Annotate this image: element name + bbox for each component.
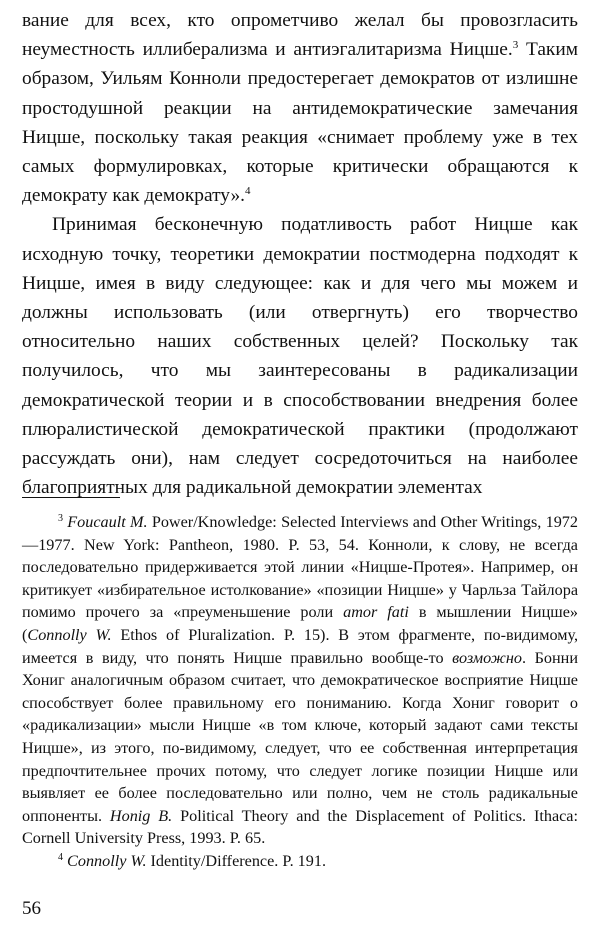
main-text: [22, 6, 578, 502]
paragraph-2: Принимая бесконечную податливость работ Ницше как исходную точку, теоретики демократии постмодерна подходят к Ницше, имея в виду следующее: как и для чего мы можем и должны использовать (или отвергнуть) его творчество относительно наших собственных целей? Поскольку так получилось, что мы заинтересованы в радикализации демократической теории и в способствовании внедрения более плюралистической демократической практики (продолжают рассуждать они), нам следует сосредоточиться на наиболее благоприятных для радикальной демократии элементах: [22, 214, 578, 499]
footnote-ref-4: 4: [245, 185, 251, 198]
footnote-ref-3: 3: [512, 39, 519, 52]
footnote-number: 3: [58, 513, 63, 524]
paragraph-1: вание для всех, кто опрометчиво желал бы провозгласить неуместность иллиберализма и антиэгалитаризма Ницше.$^3$ Таким образом, Уильям Конноли предостерегает демократов от излишне простодушной реакции на антидемократические замечания Ницше, поскольку такая реакция «снимает проблему уже в тех самых формулировках, которые критически обращаются к демократу как демократу».$^4$: [22, 10, 578, 207]
footnote-number: 4: [58, 851, 63, 863]
footnote-4: $^4$ Connolly W. Identity/Difference. P. 191.: [58, 851, 327, 870]
page-number: 56: [22, 898, 41, 919]
footnote-divider: [22, 497, 120, 498]
footnotes: [22, 511, 578, 873]
footnote-3: $^3$ Foucault M. Power/Knowledge: Selected Interviews and Other Writings, 1972—1977. New York: Pantheon, 1980. P. 53, 54. Конноли, к слову, не всегда последовательно придерживается этой линии «Ницше-Протея». Например, он критикует «избирательное истолкование» «позиции Ницше» у Чарльза Тайлора помимо прочего за «преуменьшение роли amor fati в мышлении Ницше» (Connolly W. Ethos of Pluralization. P. 15). В этом фрагменте, по-видимому, имеется в виду, что понять Ницше правильно вообще-то возможно. Бонни Хониг аналогичным образом считает, что демократическое восприятие Ницше способствует более правильному его пониманию. Когда Хониг говорит о «радикализации» мысли Ницше «в том ключе, который задают сами тексты Ницше», из этого, по-видимому, следует, что ее собственная интерпретация предпочтительнее прочих потому, что следует логике позиции Ницше или выявляет ее более последовательно или полно, чем не столь радикальные оппоненты. Honig B. Political Theory and the Displacement of Politics. Ithaca: Cornell University Press, 1993. P. 65.: [22, 513, 579, 848]
